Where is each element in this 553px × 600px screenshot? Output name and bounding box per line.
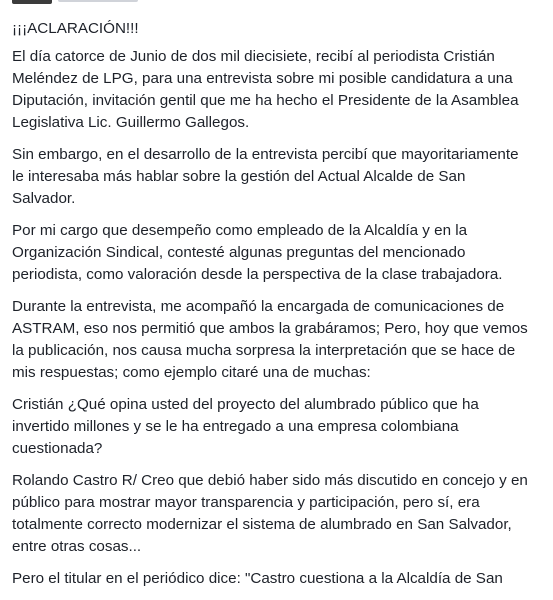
author-name-placeholder[interactable] bbox=[58, 0, 138, 2]
post-paragraph: Pero el titular en el periódico dice: "Castro cuestiona a la Alcaldía de San bbox=[12, 570, 503, 587]
post-paragraph: El día catorce de Junio de dos mil diecisiete, recibí al periodista Cristián Meléndez de LPG, para una entrevista sobre mi posible candidatura a una Diputación, invitación gentil que me ha hecho el Presidente de la Asamblea Legislativa Lic. Guillermo Gallegos. bbox=[12, 48, 519, 131]
post-paragraph: Por mi cargo que desempeño como empleado de la Alcaldía y en la Organización Sindical, contesté algunas preguntas del mencionado periodista, como valoración desde la perspectiva de la clase trabajadora. bbox=[12, 222, 503, 283]
post-heading: ¡¡¡ACLARACIÓN!!! bbox=[12, 20, 139, 37]
avatar[interactable] bbox=[12, 0, 52, 4]
post-paragraph: Cristián ¿Qué opina usted del proyecto del alumbrado público que ha invertido millones y se le ha entregado a una empresa colombiana cuestionada? bbox=[12, 396, 479, 457]
post-paragraph: Durante la entrevista, me acompañó la encargada de comunicaciones de ASTRAM, eso nos permitió que ambos la grabáramos; Pero, hoy que vemos la publicación, nos causa mucha sorpresa la interpretación que se hace de mis respuestas; como ejemplo citaré una de muchas: bbox=[12, 298, 528, 381]
post-paragraph: Sin embargo, en el desarrollo de la entrevista percibí que mayoritariamente le interesaba más hablar sobre la gestión del Actual Alcalde de San Salvador. bbox=[12, 146, 519, 207]
post-body bbox=[12, 18, 547, 600]
post-paragraph: Rolando Castro R/ Creo que debió haber sido más discutido en concejo y en público para mostrar mayor transparencia y participación, pero sí, era totalmente correcto modernizar el sistema de alumbrado en San Salvador, entre otras cosas... bbox=[12, 472, 528, 555]
